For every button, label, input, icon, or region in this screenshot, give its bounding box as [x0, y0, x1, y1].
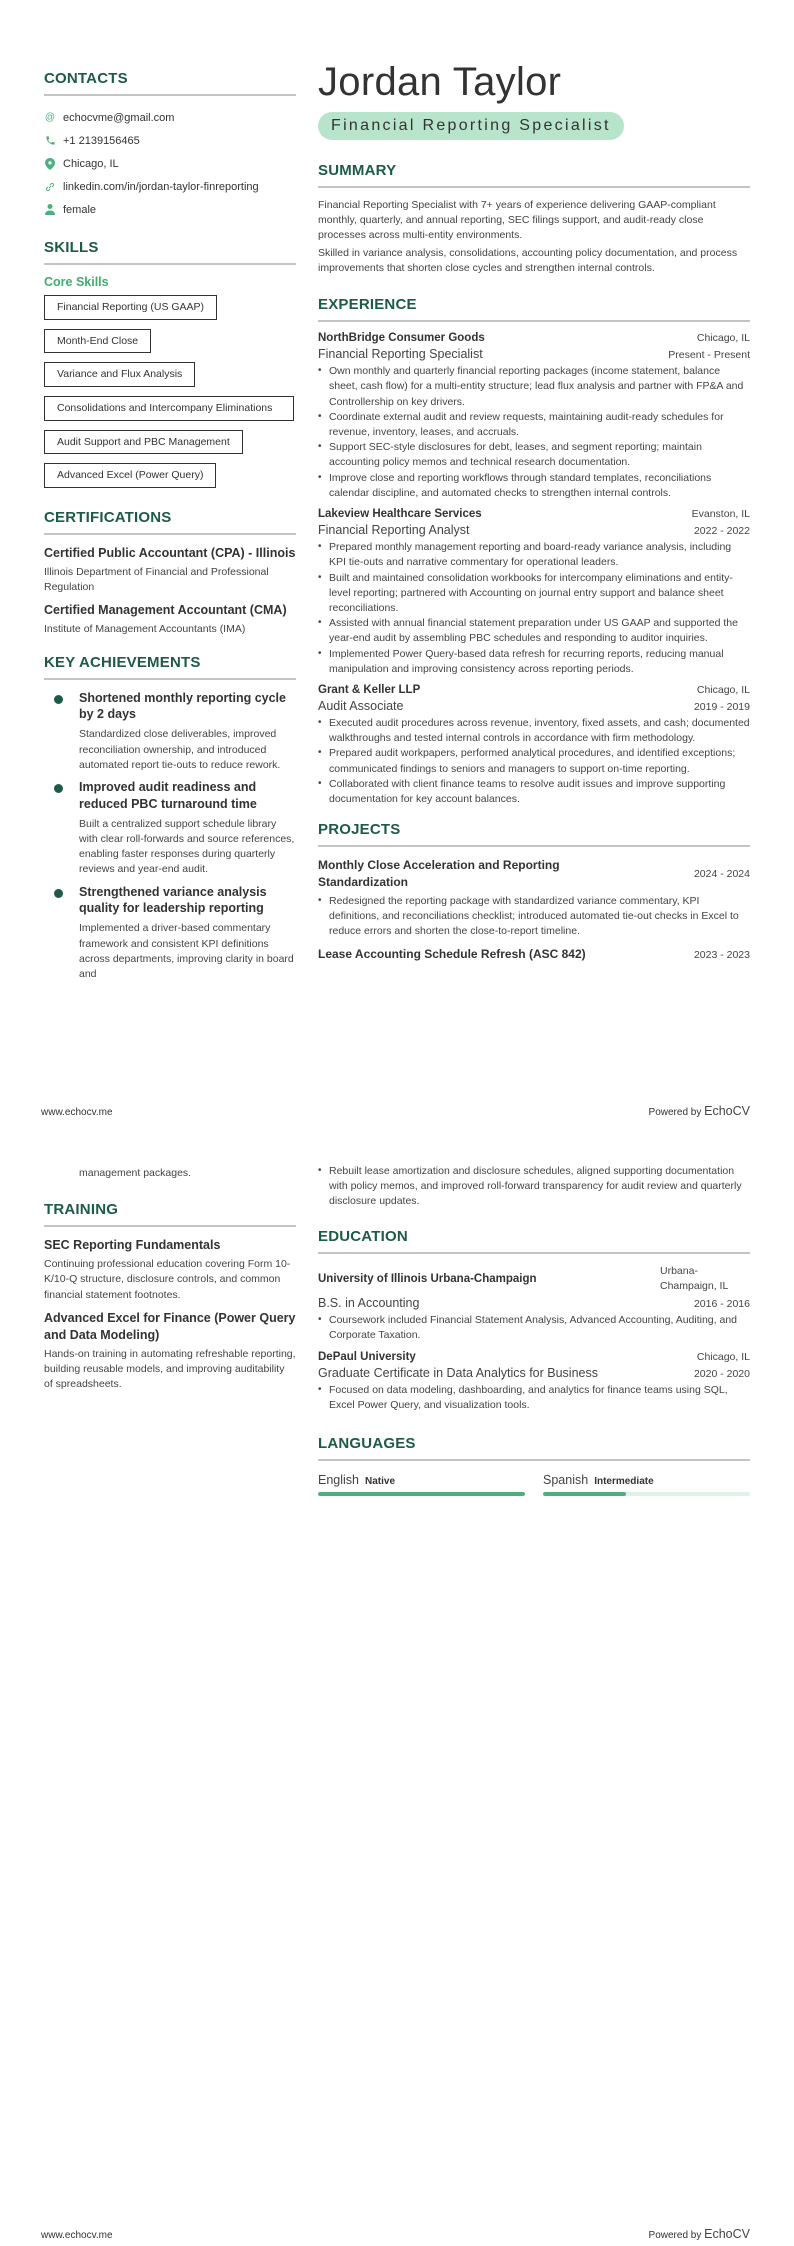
bullet-list [318, 1313, 750, 1343]
bullet-item: • Support SEC-style disclosures for debt, leases, and segment reporting; maintain accounting policy memos and technical research documentation. [318, 440, 750, 470]
summary-paragraph: Skilled in variance analysis, consolidations, accounting policy documentation, and process improvements that shorten close cycles and strengthen internal controls. [318, 246, 738, 274]
skill-chip: Advanced Excel (Power Query) [44, 463, 216, 488]
job-dates: 2019 - 2019 [693, 701, 750, 714]
training-description: Hands-on training in automating refreshable reporting, building reusable models, and improving auditability of spreadsheets. [44, 1347, 296, 1390]
person-icon [44, 204, 56, 216]
project-dates: 2023 - 2023 [693, 948, 750, 961]
left-column [44, 1166, 296, 1399]
education-item [318, 1264, 750, 1344]
employer-name: Grant & Keller LLP [318, 684, 421, 697]
skill-group-title: Core Skills [44, 275, 109, 289]
contact-text: Chicago, IL [63, 157, 119, 170]
project-item [318, 857, 750, 939]
training-name: SEC Reporting Fundamentals [44, 1238, 221, 1253]
education-item [318, 1351, 750, 1413]
skills-section [44, 239, 296, 497]
resume-page-2 [0, 1123, 794, 2246]
bullet-item: • Implemented Power Query-based data refresh for recurring reports, reducing manual manipulation and improving consistency across reporting periods. [318, 647, 750, 677]
section-heading: PROJECTS [318, 821, 750, 847]
section-heading: KEY ACHIEVEMENTS [44, 654, 296, 680]
degree: B.S. in Accounting [318, 1296, 420, 1311]
experience-item [318, 332, 750, 501]
school-location: Urbana-Champaign, IL [660, 1264, 729, 1292]
section-heading: CONTACTS [44, 70, 296, 96]
bullet-dot-icon [54, 784, 63, 793]
school-location: Chicago, IL [696, 1350, 750, 1363]
proficiency-fill [318, 1492, 525, 1496]
training-description: Continuing professional education covering Form 10-K/10-Q structure, disclosure controls, and common financial statement footnotes. [44, 1258, 291, 1301]
experience-section [318, 296, 750, 807]
bullet-item: • Improve close and reporting workflows through standard templates, reconciliations calendar discipline, and automated checks to strengthen internal controls. [318, 471, 750, 501]
job-role: Financial Reporting Analyst [318, 523, 470, 538]
language-level: Native [365, 1475, 396, 1487]
bullet-item: • Redesigned the reporting package with standardized variance commentary, KPI definitions, and reconciliations checklist; introduced automated tie-out checks in Excel to reduce errors and shorten the close-to-report timeline. [318, 894, 750, 940]
bullet-list [318, 1383, 750, 1413]
training-section [44, 1201, 296, 1392]
achievements-section [44, 654, 296, 983]
bullet-item: • Prepared audit workpapers, performed analytical procedures, and identified exceptions; communicated findings to seniors and managers to support on-time reporting. [318, 746, 750, 776]
contact-text: female [63, 203, 97, 216]
achievement-description: Built a centralized support schedule library with clear roll-forwards and source references, enabling faster responses during quarterly reviews and year-end audit. [79, 817, 295, 876]
bullet-item: • Executed audit procedures across revenue, inventory, fixed assets, and cash; documented walkthroughs and tested internal controls in accordance with firm methodology. [318, 716, 750, 746]
certification-issuer: Illinois Department of Financial and Professional Regulation [44, 566, 269, 594]
languages-section [318, 1435, 750, 1496]
bullet-item: • Own monthly and quarterly financial reporting packages (income statement, balance sheet, cash flow) for a multi-entity structure; lead flux analysis and partner with FP&A and Controllership on key drivers. [318, 364, 750, 410]
language-name: English [318, 1472, 359, 1487]
contact-text: +1 2139156465 [63, 134, 140, 147]
page-footer [41, 1104, 750, 1118]
brand-name: EchoCV [704, 1104, 750, 1118]
language-name: Spanish [543, 1472, 589, 1487]
summary-paragraph: Financial Reporting Specialist with 7+ years of experience delivering GAAP-compliant monthly, quarterly, and annual reporting, SEC filings support, and audit-ready close processes across multi-entity environments. [318, 199, 716, 242]
powered-by-label: Powered by [648, 2230, 702, 2241]
employer-location: Chicago, IL [696, 684, 750, 697]
bullet-item: • Rebuilt lease amortization and disclosure schedules, aligned supporting documentation with policy memos, and improved roll-forward transparency for audit review and quarterly disclosure updates. [318, 1164, 750, 1210]
language-item [318, 1471, 525, 1496]
phone-icon [44, 135, 56, 147]
bullet-list [318, 540, 750, 677]
job-dates: 2022 - 2022 [693, 525, 750, 538]
achievement-description-continued: management packages. [79, 1167, 192, 1179]
experience-item [318, 508, 750, 677]
bullet-item: • Assisted with annual financial statement preparation under US GAAP and supported the year-end audit by assembling PBC schedules and responding to auditor inquiries. [318, 616, 750, 646]
skill-chip: Consolidations and Intercompany Eliminations [44, 396, 294, 421]
skill-chip-list [44, 295, 296, 497]
training-item [44, 1237, 296, 1303]
contact-text: echocvme@gmail.com [63, 111, 175, 124]
contact-phone[interactable] [44, 129, 296, 152]
powered-by-label: Powered by [648, 1107, 702, 1118]
skill-chip: Financial Reporting (US GAAP) [44, 295, 217, 320]
right-column [318, 1164, 750, 1496]
project-name: Lease Accounting Schedule Refresh (ASC 842) [318, 946, 586, 961]
bullet-item: • Prepared monthly management reporting and board-ready variance analysis, including KPI tie-outs and narrative commentary for operational leaders. [318, 540, 750, 570]
project-dates: 2024 - 2024 [693, 868, 750, 881]
section-heading: CERTIFICATIONS [44, 509, 296, 535]
achievement-description: Implemented a driver-based commentary framework and consistent KPI definitions across departments, improving clarity in board and [79, 922, 294, 980]
achievement-item [44, 779, 296, 878]
contact-gender [44, 198, 296, 221]
section-heading: LANGUAGES [318, 1435, 750, 1461]
skill-chip: Audit Support and PBC Management [44, 430, 243, 455]
achievement-description: Standardized close deliverables, improved reconciliation ownership, and introduced automated report tie-outs to reduce rework. [79, 728, 281, 771]
school-name: University of Illinois Urbana-Champaign [318, 1272, 537, 1285]
section-heading: EDUCATION [318, 1228, 750, 1254]
bullet-list [318, 894, 750, 940]
training-item [44, 1310, 296, 1392]
right-column [318, 62, 750, 961]
resume-header [318, 62, 750, 140]
section-heading: SUMMARY [318, 162, 750, 188]
language-level: Intermediate [594, 1475, 654, 1487]
job-role: Financial Reporting Specialist [318, 347, 483, 362]
footer-powered-by [649, 1104, 750, 1118]
section-heading: EXPERIENCE [318, 296, 750, 322]
bullet-item: • Coursework included Financial Statement Analysis, Advanced Accounting, Auditing, and Corporate Taxation. [318, 1313, 750, 1343]
certification-item [44, 602, 296, 637]
training-name: Advanced Excel for Finance (Power Query and Data Modeling) [44, 1310, 296, 1342]
contacts-section [44, 70, 296, 221]
achievement-title: Improved audit readiness and reduced PBC turnaround time [79, 779, 257, 811]
employer-name: Lakeview Healthcare Services [318, 508, 482, 521]
section-heading: SKILLS [44, 239, 296, 265]
contact-linkedin[interactable] [44, 175, 296, 198]
education-section [318, 1228, 750, 1413]
achievement-item [44, 690, 296, 773]
bullet-item: • Focused on data modeling, dashboarding, and analytics for finance teams using SQL, Excel Power Query, and visualization tools. [318, 1383, 750, 1413]
footer-powered-by [649, 2227, 750, 2241]
degree: Graduate Certificate in Data Analytics for Business [318, 1365, 598, 1380]
language-proficiency-bar [543, 1492, 750, 1496]
education-dates: 2020 - 2020 [693, 1367, 750, 1380]
language-proficiency-bar [318, 1492, 525, 1496]
summary-section [318, 162, 750, 276]
proficiency-fill [543, 1492, 626, 1496]
bullet-dot-icon [54, 889, 63, 898]
left-column [44, 70, 296, 988]
school-name: DePaul University [318, 1350, 416, 1363]
job-role: Audit Associate [318, 699, 404, 714]
bullet-list [318, 716, 750, 807]
footer-website-link[interactable]: www.echocv.me [41, 2230, 113, 2241]
certification-item [44, 545, 296, 595]
link-icon [44, 181, 56, 193]
skill-chip: Variance and Flux Analysis [44, 362, 195, 387]
certifications-section [44, 509, 296, 637]
candidate-name: Jordan Taylor [318, 60, 562, 104]
section-heading: TRAINING [44, 1201, 296, 1227]
bullet-item: • Collaborated with client finance teams to resolve audit issues and improve supporting documentation for key account balances. [318, 777, 750, 807]
bullet-item: • Built and maintained consolidation workbooks for intercompany eliminations and entity-level reporting; partnered with Accounting on journal entry support and balance sheet reconciliations. [318, 571, 750, 617]
experience-item [318, 684, 750, 807]
bullet-list [318, 1164, 750, 1210]
bullet-item: • Coordinate external audit and review requests, maintaining audit-ready schedules for revenue, inventory, leases, and accruals. [318, 410, 750, 440]
achievement-title: Shortened monthly reporting cycle by 2 days [79, 690, 286, 722]
brand-name: EchoCV [704, 2227, 750, 2241]
location-pin-icon [44, 158, 56, 170]
bullet-list [318, 364, 750, 501]
at-icon: @ [44, 112, 56, 123]
contact-location [44, 152, 296, 175]
achievement-title: Strengthened variance analysis quality for leadership reporting [79, 884, 267, 916]
job-title-badge: Financial Reporting Specialist [318, 112, 624, 140]
education-dates: 2016 - 2016 [693, 1298, 750, 1311]
achievement-item [44, 884, 296, 983]
language-list [318, 1471, 750, 1496]
language-item [543, 1471, 750, 1496]
employer-location: Chicago, IL [696, 332, 750, 345]
contact-text: linkedin.com/in/jordan-taylor-finreporting [63, 180, 259, 193]
job-dates: Present - Present [668, 349, 750, 362]
skill-chip: Month-End Close [44, 329, 151, 354]
project-name: Monthly Close Acceleration and Reporting Standardization [318, 858, 560, 890]
certification-name: Certified Management Accountant (CMA) [44, 603, 287, 618]
page-footer [41, 2227, 750, 2241]
bullet-dot-icon [54, 695, 63, 704]
project-item [318, 947, 750, 961]
certification-issuer: Institute of Management Accountants (IMA) [44, 623, 246, 636]
employer-location: Evanston, IL [691, 508, 750, 521]
projects-section [318, 821, 750, 960]
contact-email[interactable] [44, 106, 296, 129]
footer-website-link[interactable]: www.echocv.me [41, 1107, 113, 1118]
certification-name: Certified Public Accountant (CPA) - Illinois [44, 546, 296, 561]
employer-name: NorthBridge Consumer Goods [318, 332, 485, 345]
